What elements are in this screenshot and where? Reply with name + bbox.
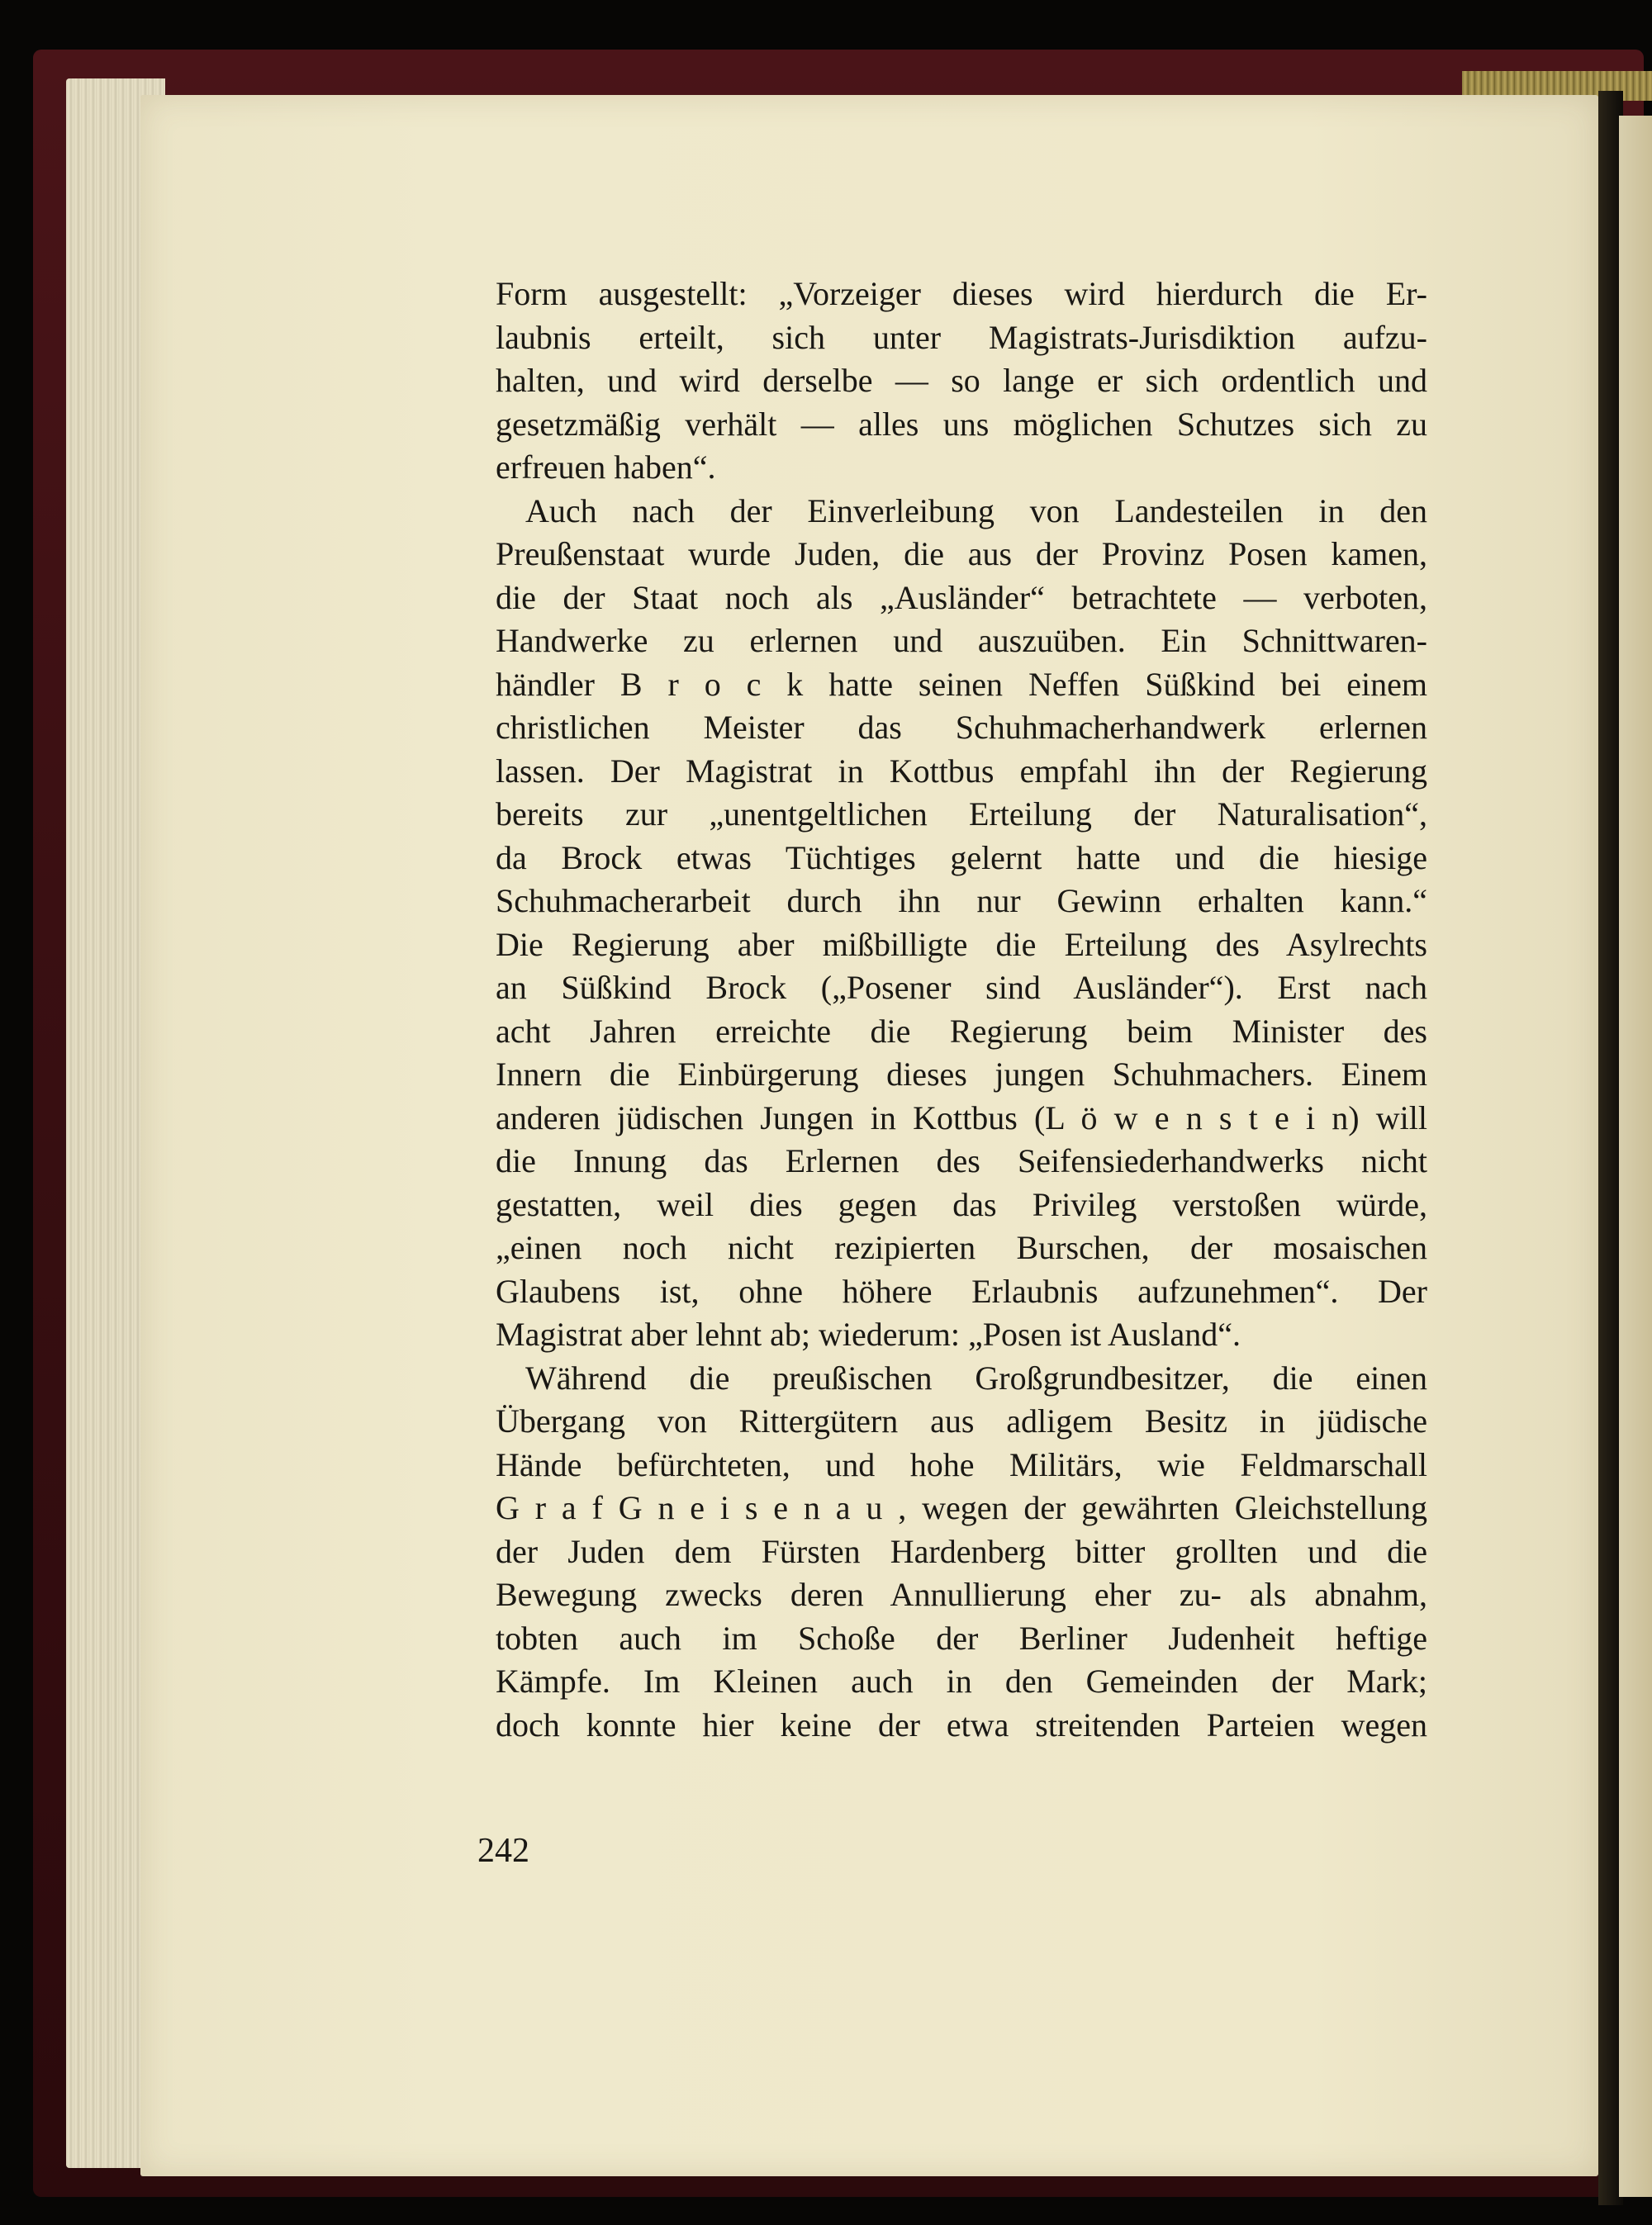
text-line: christlichen Meister das Schuhmacherhandwerk erlernen — [496, 709, 1427, 746]
text-line: an Süßkind Brock („Posener sind Ausländer“). Erst nach — [496, 969, 1427, 1006]
text-line: „einen noch nicht rezipierten Burschen, der mosaischen — [496, 1229, 1427, 1266]
text-line: Magistrat aber lehnt ab; wiederum: „Posen ist Ausland“. — [496, 1316, 1241, 1353]
text-line: bereits zur „unentgeltlichen Erteilung der Naturalisation“, — [496, 795, 1427, 833]
text-line: G r a f G n e i s e n a u , wegen der gewährten Gleichstellung — [496, 1489, 1427, 1526]
text-line: Während die preußischen Großgrundbesitzer, die einen — [525, 1359, 1427, 1397]
text-line: Übergang von Rittergütern aus adligem Besitz in jüdische — [496, 1402, 1427, 1440]
text-line: Schuhmacherarbeit durch ihn nur Gewinn erhalten kann.“ — [496, 882, 1427, 919]
opposite-page-edge — [1619, 116, 1652, 2197]
text-line: gesetzmäßig verhält — alles uns möglichen Schutzes sich zu — [496, 405, 1427, 443]
text-line: die der Staat noch als „Ausländer“ betrachtete — verboten, — [496, 578, 1427, 616]
text-line: Innern die Einbürgerung dieses jungen Schuhmachers. Einem — [496, 1056, 1427, 1093]
body-text — [496, 273, 1427, 1747]
text-line: lassen. Der Magistrat in Kottbus empfahl ihn der Regierung — [496, 752, 1427, 790]
text-line: Hände befürchteten, und hohe Militärs, wie Feldmarschall — [496, 1445, 1427, 1483]
text-line: laubnis erteilt, sich unter Magistrats-Jurisdiktion aufzu- — [496, 318, 1427, 356]
text-line: der Juden dem Fürsten Hardenberg bitter grollten und die — [496, 1532, 1427, 1570]
text-line: die Innung das Erlernen des Seifensiederhandwerks nicht — [496, 1142, 1427, 1179]
text-line: Auch nach der Einverleibung von Landesteilen in den — [525, 491, 1427, 529]
page-number: 242 — [477, 1832, 529, 1870]
text-line: halten, und wird derselbe — so lange er sich ordentlich und — [496, 362, 1427, 399]
text-line: Form ausgestellt: „Vorzeiger dieses wird hierdurch die Er- — [496, 275, 1427, 312]
text-line: acht Jahren erreichte die Regierung beim Minister des — [496, 1012, 1427, 1050]
text-line: Glaubens ist, ohne höhere Erlaubnis aufzunehmen“. Der — [496, 1272, 1427, 1310]
text-line: anderen jüdischen Jungen in Kottbus (L ö w e n s t e i n) will — [496, 1098, 1427, 1136]
text-line: tobten auch im Schoße der Berliner Judenheit heftige — [496, 1619, 1427, 1657]
text-line: erfreuen haben“. — [496, 448, 716, 486]
text-line: Kämpfe. Im Kleinen auch in den Gemeinden der Mark; — [496, 1663, 1427, 1700]
text-line: händler B r o c k hatte seinen Neffen Süßkind bei einem — [496, 665, 1427, 703]
text-line: doch konnte hier keine der etwa streitenden Parteien wegen — [496, 1706, 1427, 1743]
text-line: da Brock etwas Tüchtiges gelernt hatte und die hiesige — [496, 838, 1427, 876]
text-line: Bewegung zwecks deren Annullierung eher zu- als abnahm, — [496, 1576, 1427, 1613]
text-line: Handwerke zu erlernen und auszuüben. Ein Schnittwaren- — [496, 622, 1427, 659]
text-line: Preußenstaat wurde Juden, die aus der Provinz Posen kamen, — [496, 535, 1427, 572]
text-line: gestatten, weil dies gegen das Privileg verstoßen würde, — [496, 1185, 1427, 1223]
text-line: Die Regierung aber mißbilligte die Erteilung des Asylrechts — [496, 925, 1427, 963]
